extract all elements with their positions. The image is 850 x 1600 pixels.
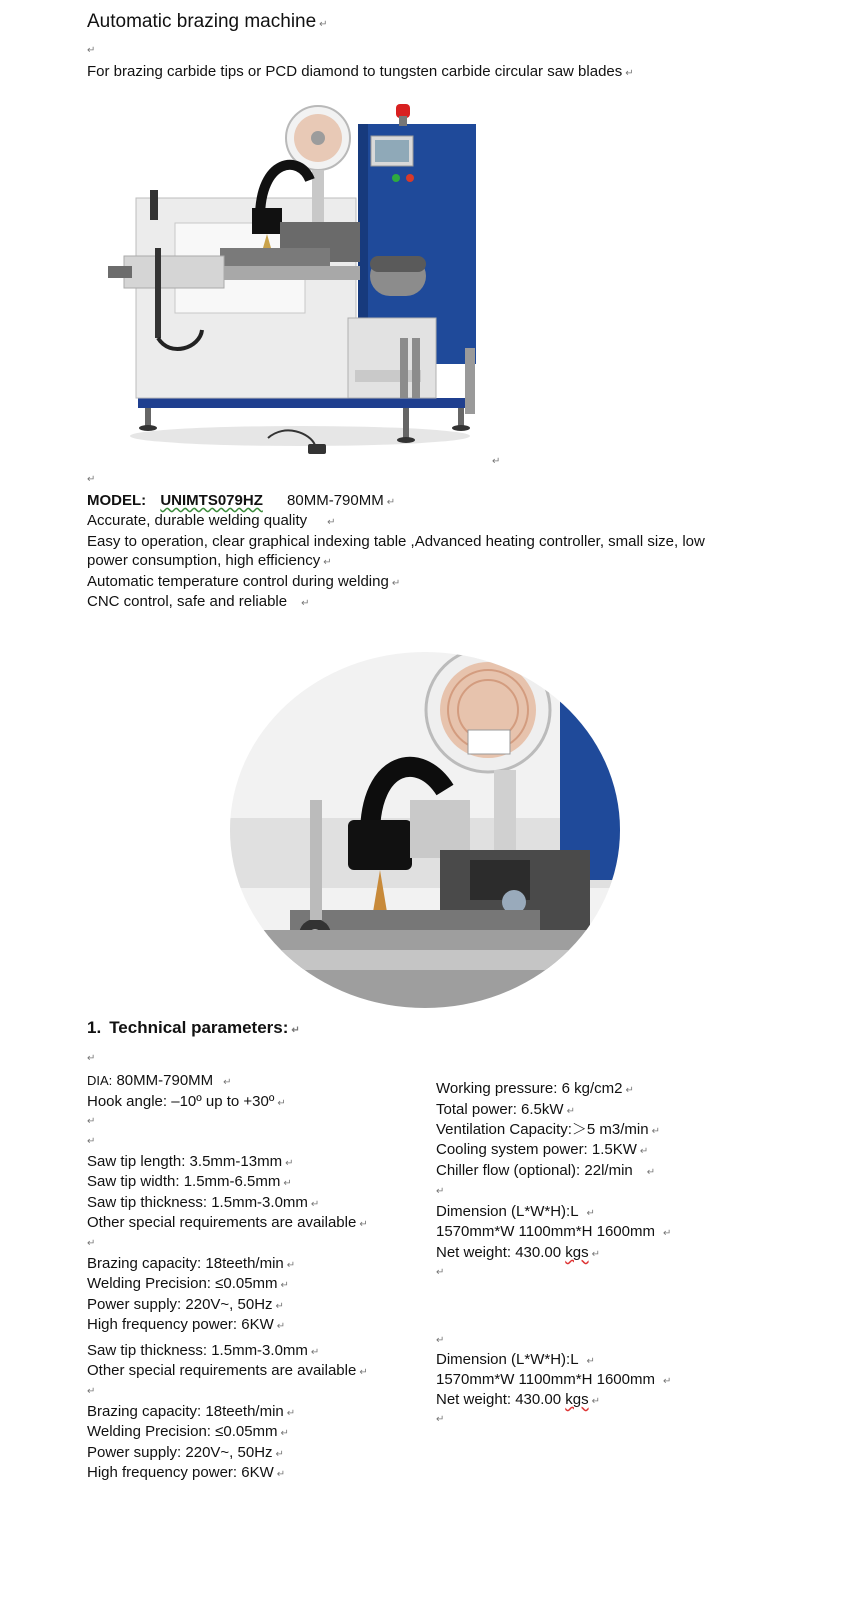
param-dia: DIA: 80MM-790MM ↵ <box>87 1072 232 1089</box>
param-welding-precision: Welding Precision: ≤0.05mm ↵ <box>87 1423 289 1440</box>
page-title: Automatic brazing machine ↵ <box>87 11 328 32</box>
param-welding-precision: Welding Precision: ≤0.05mm ↵ <box>87 1275 289 1292</box>
machine-photo <box>100 98 500 458</box>
param-tip-length: Saw tip length: 3.5mm-13mm ↵ <box>87 1153 294 1170</box>
param-dimension-value: 1570mm*W 1100mm*H 1600mm ↵ <box>436 1371 672 1388</box>
param-brazing-capacity: Brazing capacity: 18teeth/min ↵ <box>87 1403 296 1420</box>
feature-item: Accurate, durable welding quality ↵ <box>87 512 336 529</box>
empty-paragraph: ↵ <box>87 1116 96 1127</box>
param-hf-power: High frequency power: 6KW ↵ <box>87 1316 286 1333</box>
param-dimension-label: Dimension (L*W*H):L ↵ <box>436 1351 595 1368</box>
empty-paragraph: ↵ <box>436 1186 445 1197</box>
empty-paragraph: ↵ <box>87 1053 96 1064</box>
param-cooling-power: Cooling system power: 1.5KW ↵ <box>436 1141 649 1158</box>
feature-item: Automatic temperature control during welding ↵ <box>87 573 401 590</box>
param-hook-angle: Hook angle: –10º up to +30º ↵ <box>87 1093 286 1110</box>
feature-item: Easy to operation, clear graphical indexing table ,Advanced heating controller, small size, low <box>87 533 705 550</box>
empty-paragraph: ↵ <box>87 474 96 485</box>
empty-paragraph: ↵ <box>436 1335 445 1346</box>
model-code: UNIMTS079HZ <box>160 492 263 509</box>
param-special: Other special requirements are available ↵ <box>87 1214 368 1231</box>
section-heading: 1. Technical parameters: ↵ <box>87 1018 300 1037</box>
param-power-supply: Power supply: 220V~, 50Hz ↵ <box>87 1444 284 1461</box>
param-power-supply: Power supply: 220V~, 50Hz ↵ <box>87 1296 284 1313</box>
empty-paragraph: ↵ <box>436 1267 445 1278</box>
param-hf-power: High frequency power: 6KW ↵ <box>87 1464 286 1481</box>
closeup-photo <box>230 650 630 1010</box>
feature-item: power consumption, high efficiency ↵ <box>87 552 332 569</box>
param-special: Other special requirements are available ↵ <box>87 1362 368 1379</box>
param-chiller-flow: Chiller flow (optional): 22l/min ↵ <box>436 1162 656 1179</box>
param-working-pressure: Working pressure: 6 kg/cm2 ↵ <box>436 1080 634 1097</box>
param-tip-thickness: Saw tip thickness: 1.5mm-3.0mm ↵ <box>87 1342 320 1359</box>
param-brazing-capacity: Brazing capacity: 18teeth/min ↵ <box>87 1255 296 1272</box>
empty-paragraph: ↵ <box>87 45 96 56</box>
param-net-weight: Net weight: 430.00 kgs ↵ <box>436 1391 600 1408</box>
empty-paragraph: ↵ <box>436 1414 445 1425</box>
page-subtitle: For brazing carbide tips or PCD diamond to tungsten carbide circular saw blades ↵ <box>87 63 634 80</box>
paragraph-mark: ↵ <box>492 456 501 467</box>
empty-paragraph: ↵ <box>87 1136 96 1147</box>
model-range: 80MM-790MM <box>287 492 384 509</box>
param-total-power: Total power: 6.5kW ↵ <box>436 1101 575 1118</box>
model-line: MODEL: UNIMTS079HZ 80MM-790MM ↵ <box>87 492 396 509</box>
model-label: MODEL: <box>87 492 147 509</box>
feature-item: CNC control, safe and reliable ↵ <box>87 593 310 610</box>
param-dimension-label: Dimension (L*W*H):L ↵ <box>436 1203 595 1220</box>
empty-paragraph: ↵ <box>87 1386 96 1397</box>
param-net-weight: Net weight: 430.00 kgs ↵ <box>436 1244 600 1261</box>
param-dimension-value: 1570mm*W 1100mm*H 1600mm ↵ <box>436 1223 672 1240</box>
param-ventilation: Ventilation Capacity:＞5 m3/min ↵ <box>436 1121 660 1138</box>
param-tip-width: Saw tip width: 1.5mm-6.5mm ↵ <box>87 1173 292 1190</box>
param-tip-thickness: Saw tip thickness: 1.5mm-3.0mm ↵ <box>87 1194 320 1211</box>
empty-paragraph: ↵ <box>87 1238 96 1249</box>
